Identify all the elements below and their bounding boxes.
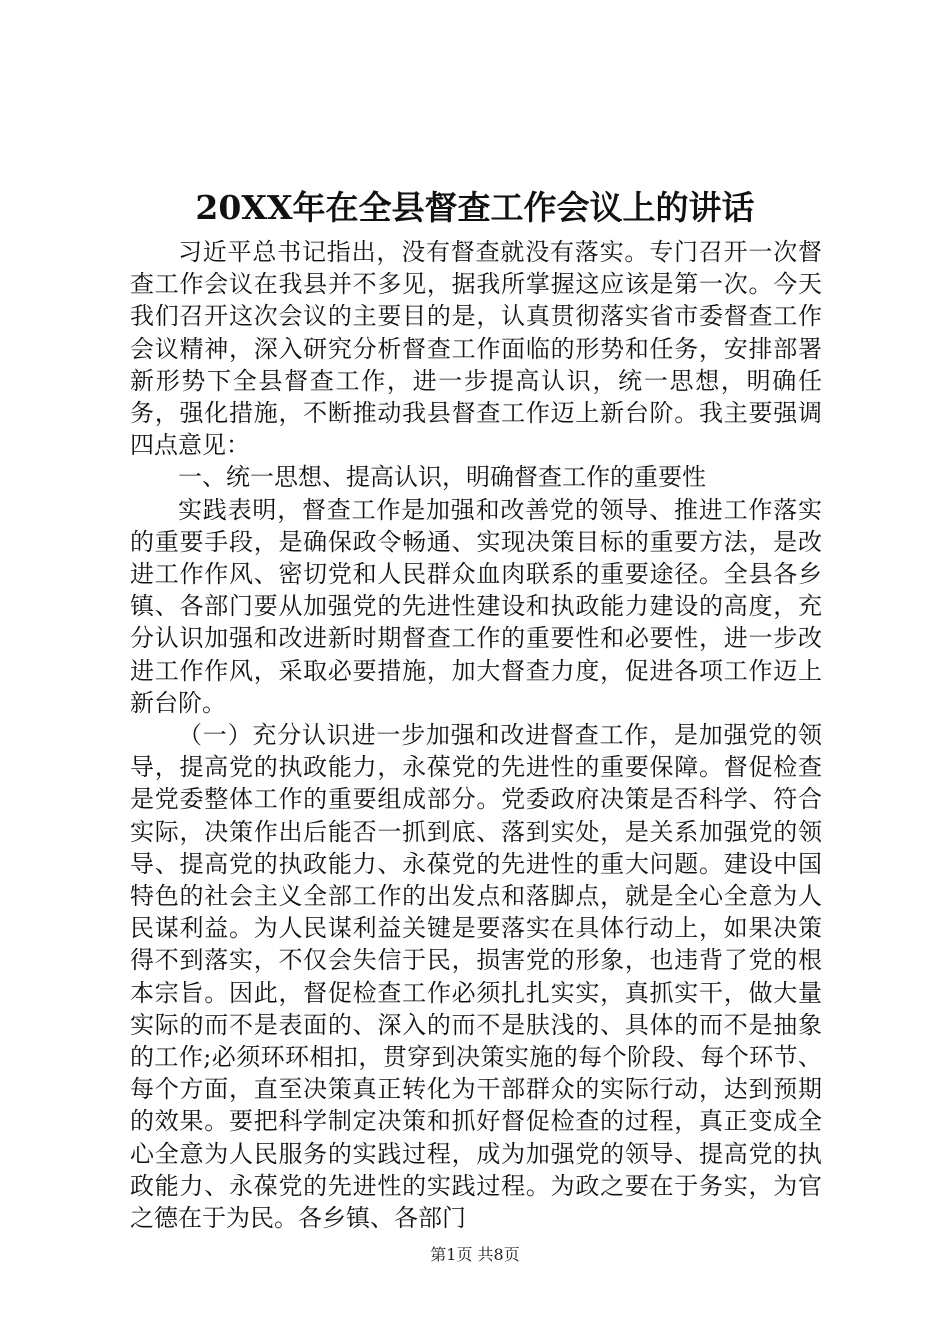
document-title: 20XX年在全县督查工作会议上的讲话 xyxy=(195,188,755,227)
paragraph-intro: 习近平总书记指出，没有督查就没有落实。专门召开一次督查工作会议在我县并不多见，据我所掌握这应该是第一次。今天我们召开这次会议的主要目的是，认真贯彻落实省市委督查工作会议精神，深入研究分析督查工作面临的形势和任务，安排部署新形势下全县督查工作，进一步提高认识，统一思想，明确任务，强化措施，不断推动我县督查工作迈上新台阶。我主要强调四点意见： xyxy=(130,238,822,460)
document-body xyxy=(130,236,822,1234)
paragraph-subsection-1: （一）充分认识进一步加强和改进督查工作，是加强党的领导，提高党的执政能力，永葆党的先进性的重要保障。督促检查是党委整体工作的重要组成部分。党委政府决策是否科学、符合实际，决策作出后能否一抓到底、落到实处，是关系加强党的领导、提高党的执政能力、永葆党的先进性的重大问题。建设中国特色的社会主义全部工作的出发点和落脚点，就是全心全意为人民谋利益。为人民谋利益关键是要落实在具体行动上，如果决策得不到落实，不仅会失信于民，损害党的形象，也违背了党的根本宗旨。因此，督促检查工作必须扎扎实实，真抓实干，做大量实际的而不是表面的、深入的而不是肤浅的、具体的而不是抽象的工作;必须环环相扣，贯穿到决策实施的每个阶段、每个环节、每个方面，直至决策真正转化为干部群众的实际行动，达到预期的效果。要把科学制定决策和抓好督促检查的过程，真正变成全心全意为人民服务的实践过程，成为加强党的领导、提高党的执政能力、永葆党的先进性的实践过程。为政之要在于务实，为官之德在于为民。各乡镇、各部门 xyxy=(130,721,822,1233)
page-footer: 第1页 共8页 xyxy=(430,1245,520,1264)
paragraph-practice: 实践表明，督查工作是加强和改善党的领导、推进工作落实的重要手段，是确保政令畅通、实现决策目标的重要方法，是改进工作作风、密切党和人民群众血肉联系的重要途径。全县各乡镇、各部门要从加强党的先进性建设和执政能力建设的高度，充分认识加强和改进新时期督查工作的重要性和必要性，进一步改进工作作风，采取必要措施，加大督查力度，促进各项工作迈上新台阶。 xyxy=(130,495,822,717)
section-heading-1: 一、统一思想、提高认识，明确督查工作的重要性 xyxy=(178,463,706,492)
